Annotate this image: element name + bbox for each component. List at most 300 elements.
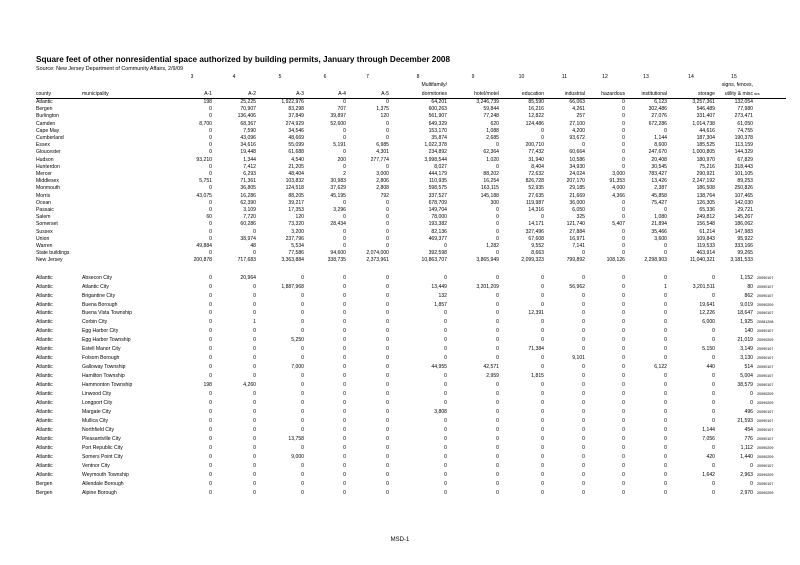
county-name: Ocean — [36, 199, 52, 206]
municipality-row — [36, 435, 786, 444]
county-name: Atlantic — [36, 453, 53, 460]
summary-value: 48 — [250, 243, 256, 250]
summary-value: 0 — [622, 142, 625, 149]
municipality-row — [36, 354, 786, 363]
column-header-dormitories: dormitories — [389, 89, 447, 99]
summary-value: 101,105 — [734, 171, 753, 178]
county-name: Atlantic — [36, 373, 53, 380]
summary-value: 108,126 — [606, 257, 625, 264]
summary-value: 0 — [496, 142, 499, 149]
summary-value: 600,263 — [428, 106, 447, 113]
summary-value: 0 — [386, 221, 389, 228]
municipal-value: 0 — [301, 355, 304, 362]
municipal-value: 0 — [386, 435, 389, 442]
municipal-value: 0 — [664, 292, 667, 299]
municipality-row — [36, 345, 786, 354]
municipal-value: 0 — [622, 337, 625, 344]
municipality-name: Folsom Borough — [82, 355, 120, 362]
municipal-value: 0 — [622, 426, 625, 433]
municipal-value: 0 — [622, 355, 625, 362]
municipal-value: 0 — [301, 301, 304, 308]
municipality-name: Atlantic City — [82, 283, 109, 290]
county-name: New Jersey — [36, 257, 63, 264]
municipal-value: 0 — [343, 310, 346, 317]
summary-value: 7,412 — [243, 163, 256, 170]
page-title: Square feet of other nonresidential space authorized by building permits, January through December 2008 — [36, 55, 451, 64]
summary-value: 4,301 — [376, 149, 389, 156]
summary-value: 1,020 — [486, 156, 499, 163]
summary-value: 707 — [337, 106, 346, 113]
blank-cell — [753, 207, 786, 214]
municipality-name: Hamilton Township — [82, 373, 125, 380]
certification-date: 20090107 — [757, 463, 774, 468]
column-header-county: county — [36, 89, 82, 99]
blank-cell — [304, 81, 346, 89]
certification-date: 20090107 — [757, 374, 774, 379]
municipal-value: 0 — [496, 292, 499, 299]
municipal-value: 1,112 — [740, 444, 753, 451]
column-header-a-3: A-3 — [256, 89, 304, 99]
blank-cell — [753, 178, 786, 185]
municipality-name: Galloway Township — [82, 364, 126, 371]
municipal-value: 0 — [664, 274, 667, 281]
summary-value: 392,598 — [428, 250, 447, 257]
summary-value: 27,884 — [569, 228, 585, 235]
certification-date: 20090107 — [757, 311, 774, 316]
summary-value: 3,200 — [291, 228, 304, 235]
summary-value: 30,983 — [330, 178, 346, 185]
municipal-value: 0 — [253, 417, 256, 424]
municipal-value: 0 — [209, 346, 212, 353]
municipal-value: 0 — [622, 328, 625, 335]
blank-cell — [544, 81, 585, 89]
summary-value: 0 — [209, 221, 212, 228]
municipal-value: 0 — [541, 426, 544, 433]
summary-value: 799,892 — [566, 257, 585, 264]
summary-value: 61,050 — [737, 120, 753, 127]
municipal-value: 0 — [496, 408, 499, 415]
municipal-value: 0 — [541, 435, 544, 442]
summary-value: 39,217 — [288, 199, 304, 206]
municipality-row — [36, 453, 786, 462]
municipality-row — [36, 363, 786, 372]
summary-value: 17,353 — [288, 207, 304, 214]
summary-value: 0 — [622, 135, 625, 142]
summary-value: 126,305 — [696, 199, 715, 206]
summary-value: 25,225 — [240, 99, 256, 105]
header-row-2 — [36, 89, 786, 99]
municipal-value: 0 — [582, 319, 585, 326]
summary-value: 6,123 — [654, 99, 667, 105]
municipal-value: 0 — [386, 319, 389, 326]
municipal-value: 0 — [444, 373, 447, 380]
county-name: Atlantic — [36, 462, 53, 469]
municipal-value: 56,962 — [569, 283, 585, 290]
municipal-value: 0 — [664, 301, 667, 308]
summary-value: 0 — [582, 142, 585, 149]
county-name: Atlantic — [36, 391, 53, 398]
certification-date: 20090107 — [757, 409, 774, 414]
county-summary-row — [36, 178, 786, 185]
summary-value: 12,822 — [528, 113, 544, 120]
municipal-value: 1,440 — [740, 453, 753, 460]
summary-value: 0 — [386, 99, 389, 105]
data-table — [36, 74, 786, 498]
municipal-value: 0 — [343, 408, 346, 415]
municipal-value: 0 — [496, 462, 499, 469]
municipal-value: 21,593 — [737, 417, 753, 424]
page-footer: MSD-1 — [390, 537, 410, 543]
summary-value: 119,987 — [525, 199, 544, 206]
blank-cell — [753, 74, 786, 81]
municipal-value: 0 — [622, 274, 625, 281]
county-summary-row — [36, 243, 786, 250]
summary-value: 0 — [209, 113, 212, 120]
certification-date: 20090209 — [757, 454, 774, 459]
summary-value: 4,000 — [612, 185, 625, 192]
summary-value: 62,390 — [240, 199, 256, 206]
summary-value: 34,546 — [288, 127, 304, 134]
municipal-value: 0 — [301, 292, 304, 299]
municipal-value: 0 — [622, 408, 625, 415]
municipal-value: 0 — [444, 391, 447, 398]
municipal-value: 0 — [301, 274, 304, 281]
column-number: 5 — [278, 74, 282, 80]
certification-date: 20090107 — [757, 427, 774, 432]
summary-value: 2,808 — [376, 185, 389, 192]
municipal-value: 0 — [343, 453, 346, 460]
municipal-value: 0 — [712, 382, 715, 389]
county-name: Sussex — [36, 228, 53, 235]
county-name: Bergen — [36, 489, 53, 496]
municipality-row — [36, 426, 786, 435]
county-summary-row — [36, 128, 786, 135]
blank-cell — [346, 81, 389, 89]
county-name: Bergen — [36, 480, 53, 487]
municipal-value: 0 — [444, 355, 447, 362]
certification-date: 20081208 — [757, 320, 774, 325]
summary-value: 2,074,000 — [366, 250, 389, 257]
summary-value: 0 — [496, 235, 499, 242]
certification-date: 20090107 — [757, 436, 774, 441]
summary-value: 277,774 — [370, 156, 389, 163]
county-name: Atlantic — [36, 355, 53, 362]
summary-value: 8,663 — [531, 250, 544, 257]
municipal-value: 0 — [582, 364, 585, 371]
summary-value: 250,826 — [734, 185, 753, 192]
blank-cell — [753, 185, 786, 192]
summary-value: 0 — [496, 214, 499, 221]
summary-value: 8,404 — [531, 163, 544, 170]
municipal-value: 0 — [496, 382, 499, 389]
municipal-value: 0 — [582, 274, 585, 281]
summary-value: 24,024 — [569, 171, 585, 178]
summary-value: 0 — [209, 235, 212, 242]
municipal-value: 0 — [582, 400, 585, 407]
county-name: Union — [36, 235, 50, 242]
municipal-value: 0 — [209, 337, 212, 344]
municipal-value: 0 — [541, 301, 544, 308]
municipal-value: 0 — [386, 462, 389, 469]
municipal-value: 198 — [203, 382, 212, 389]
municipal-value: 0 — [541, 319, 544, 326]
summary-value: 35,874 — [431, 135, 447, 142]
municipal-value: 0 — [664, 337, 667, 344]
municipal-value: 0 — [343, 480, 346, 487]
county-name: Atlantic — [36, 471, 53, 478]
municipal-value: 454 — [744, 426, 753, 433]
column-header-municipality: municipality — [82, 89, 172, 99]
county-name: Atlantic — [36, 364, 53, 371]
certification-date: 20090209 — [757, 392, 774, 397]
summary-value: 59,844 — [483, 106, 499, 113]
municipality-name: Egg Harbor Township — [82, 337, 131, 344]
summary-value: 0 — [541, 214, 544, 221]
summary-value: 469,377 — [428, 235, 447, 242]
summary-value: 16,971 — [569, 235, 585, 242]
blank-cell — [82, 81, 172, 89]
municipality-name: Pleasantville City — [82, 435, 121, 442]
blank-cell — [585, 81, 625, 89]
column-number: 6 — [323, 74, 327, 80]
summary-value: 88,205 — [288, 192, 304, 199]
summary-value: 325 — [576, 214, 585, 221]
summary-value: 28,434 — [330, 221, 346, 228]
summary-value: 27,100 — [569, 120, 585, 127]
county-name: Gloucester — [36, 149, 61, 156]
summary-value: 44,616 — [699, 127, 715, 134]
county-name: Cape May — [36, 127, 60, 134]
municipal-value: 3,149 — [740, 346, 753, 353]
municipality-row — [36, 292, 786, 301]
municipal-value: 12,226 — [699, 310, 715, 317]
municipal-value: 0 — [253, 301, 256, 308]
municipal-value: 0 — [444, 337, 447, 344]
summary-value: 1,282 — [486, 243, 499, 250]
county-name: Atlantic — [36, 328, 53, 335]
summary-value: 0 — [209, 207, 212, 214]
column-header-education: education — [499, 89, 544, 99]
municipal-value: 0 — [582, 417, 585, 424]
blank-cell — [753, 243, 786, 250]
municipal-value: 0 — [496, 274, 499, 281]
municipal-value: 0 — [582, 328, 585, 335]
summary-value: 2,806 — [376, 178, 389, 185]
municipality-name: Buena Borough — [82, 301, 118, 308]
summary-value: 5,534 — [291, 243, 304, 250]
blank-cell — [753, 221, 786, 228]
municipal-value: 0 — [386, 346, 389, 353]
county-summary-row — [36, 157, 786, 164]
municipal-value: 0 — [444, 480, 447, 487]
municipal-value: 0 — [343, 364, 346, 371]
certification-date: 20090209 — [757, 472, 774, 477]
blank-cell — [753, 193, 786, 200]
municipal-value: 6,122 — [654, 364, 667, 371]
summary-value: 48,669 — [288, 135, 304, 142]
summary-value: 0 — [541, 135, 544, 142]
municipality-name: Port Republic City — [82, 444, 123, 451]
summary-value: 0 — [386, 163, 389, 170]
municipal-value: 9,101 — [572, 355, 585, 362]
municipal-value: 0 — [343, 471, 346, 478]
summary-value: 0 — [386, 120, 389, 127]
blank-cell — [753, 113, 786, 120]
summary-value: 136,406 — [237, 113, 256, 120]
summary-value: 6,050 — [572, 207, 585, 214]
municipal-value: 2,970 — [740, 489, 753, 496]
summary-value: 338,735 — [327, 257, 346, 264]
municipal-value: 3,201,209 — [476, 283, 499, 290]
municipal-value: 0 — [253, 400, 256, 407]
municipal-value: 0 — [209, 364, 212, 371]
municipality-name: Northfield City — [82, 426, 114, 433]
municipal-value: 0 — [444, 435, 447, 442]
summary-value: 783,427 — [648, 171, 667, 178]
municipal-value: 1,642 — [702, 471, 715, 478]
summary-value: 302,486 — [648, 106, 667, 113]
municipal-value: 2,959 — [486, 373, 499, 380]
summary-value: 190,378 — [734, 135, 753, 142]
municipal-value: 0 — [582, 408, 585, 415]
certification-date: 20090107 — [757, 329, 774, 334]
municipal-value: 0 — [209, 462, 212, 469]
municipal-value: 0 — [386, 444, 389, 451]
municipal-value: 0 — [343, 355, 346, 362]
summary-value: 36,805 — [240, 185, 256, 192]
municipal-value: 0 — [343, 301, 346, 308]
municipality-row — [36, 274, 786, 283]
municipal-value: 20,964 — [240, 274, 256, 281]
municipal-value: 0 — [541, 283, 544, 290]
summary-value: 0 — [343, 135, 346, 142]
municipal-value: 0 — [541, 462, 544, 469]
summary-value: 78,000 — [431, 214, 447, 221]
summary-value: 2,298,903 — [644, 257, 667, 264]
summary-value: 75,427 — [651, 199, 667, 206]
summary-value: 7,141 — [572, 243, 585, 250]
municipal-value: 0 — [301, 462, 304, 469]
municipal-value: 0 — [209, 435, 212, 442]
summary-value: 43,096 — [240, 135, 256, 142]
summary-value: 3,296 — [333, 207, 346, 214]
summary-value: 257 — [576, 113, 585, 120]
summary-value: 5,751 — [199, 178, 212, 185]
municipal-value: 3,808 — [434, 408, 447, 415]
county-summary-row — [36, 106, 786, 113]
municipal-value: 0 — [444, 319, 447, 326]
county-name: Atlantic — [36, 292, 53, 299]
summary-value: 4,366 — [612, 192, 625, 199]
certification-date: 20090209 — [757, 338, 774, 343]
municipal-value: 0 — [386, 310, 389, 317]
summary-value: 0 — [209, 199, 212, 206]
summary-value: 71,361 — [240, 178, 256, 185]
summary-value: 132,054 — [734, 99, 753, 105]
municipality-row — [36, 372, 786, 381]
summary-value: 149,704 — [428, 207, 447, 214]
summary-value: 16,254 — [483, 178, 499, 185]
municipal-value: 0 — [301, 319, 304, 326]
blank-cell — [753, 142, 786, 149]
municipal-value: 0 — [496, 328, 499, 335]
municipal-value: 0 — [253, 444, 256, 451]
municipal-value: 0 — [622, 453, 625, 460]
municipal-value: 0 — [622, 400, 625, 407]
summary-value: 60 — [206, 214, 212, 221]
summary-value: 21,894 — [651, 221, 667, 228]
blank-cell — [625, 81, 667, 89]
municipal-value: 0 — [253, 480, 256, 487]
summary-value: 237,796 — [285, 235, 304, 242]
municipal-value: 0 — [541, 489, 544, 496]
certification-date: 20090107 — [757, 284, 774, 289]
column-number: 8 — [416, 74, 420, 80]
summary-value: 77,248 — [483, 113, 499, 120]
summary-value: 16,286 — [240, 192, 256, 199]
municipal-value: 0 — [712, 337, 715, 344]
municipal-value: 0 — [582, 471, 585, 478]
summary-value: 52,600 — [330, 120, 346, 127]
summary-value: 2 — [343, 171, 346, 178]
municipal-value: 0 — [541, 292, 544, 299]
summary-value: 14,171 — [528, 221, 544, 228]
county-name: Hudson — [36, 156, 54, 163]
column-number: 12 — [602, 74, 608, 80]
municipal-value: 0 — [444, 453, 447, 460]
summary-value: 8,027 — [434, 163, 447, 170]
county-name: Atlantic — [36, 319, 53, 326]
municipal-value: 4,260 — [243, 382, 256, 389]
county-name: Atlantic — [36, 310, 53, 317]
summary-value: 37,629 — [330, 185, 346, 192]
municipal-value: 0 — [209, 426, 212, 433]
summary-value: 1,922,976 — [281, 99, 304, 105]
summary-value: 5,407 — [612, 221, 625, 228]
municipal-value: 0 — [664, 346, 667, 353]
municipal-value: 0 — [253, 471, 256, 478]
summary-value: 2,099,323 — [521, 257, 544, 264]
municipal-value: 0 — [496, 471, 499, 478]
county-summary-row — [36, 171, 786, 178]
summary-value: 39,897 — [330, 113, 346, 120]
summary-value: 11,040,321 — [689, 257, 715, 264]
summary-value: 99,265 — [737, 250, 753, 257]
summary-value: 55,099 — [288, 142, 304, 149]
summary-value: 1,375 — [376, 106, 389, 113]
municipal-value: 0 — [343, 382, 346, 389]
municipal-value: 0 — [664, 435, 667, 442]
certification-date: 20090107 — [757, 356, 774, 361]
blank-cell — [753, 81, 786, 89]
municipal-value: 5,004 — [740, 373, 753, 380]
certification-date: 20090107 — [757, 383, 774, 388]
municipal-value: 0 — [622, 382, 625, 389]
summary-value: 38,974 — [240, 235, 256, 242]
summary-value: 67,608 — [528, 235, 544, 242]
summary-value: 3,865,949 — [476, 257, 499, 264]
summary-value: 1,080 — [654, 214, 667, 221]
municipal-value: 0 — [301, 489, 304, 496]
summary-value: 0 — [622, 199, 625, 206]
municipal-value: 0 — [301, 391, 304, 398]
summary-value: 0 — [496, 221, 499, 228]
county-name: Atlantic — [36, 337, 53, 344]
summary-value: 93,210 — [196, 156, 212, 163]
municipal-value: 1,152 — [740, 274, 753, 281]
municipal-value: 3,201,511 — [692, 283, 715, 290]
municipal-value: 0 — [496, 346, 499, 353]
